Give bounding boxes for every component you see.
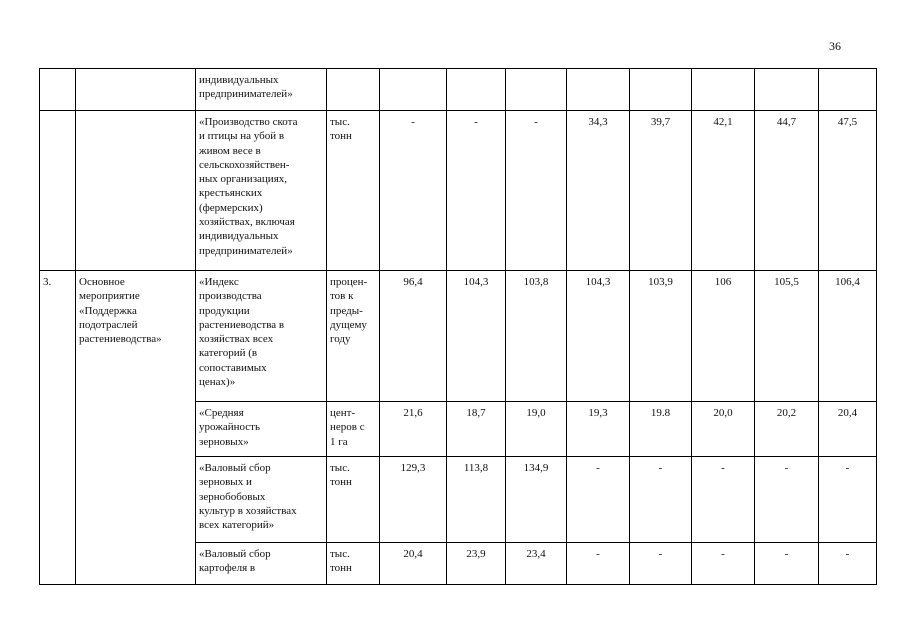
indicator-line: «Валовый сбор xyxy=(199,548,271,560)
value-cell: 103,8 xyxy=(506,271,567,402)
value-cell xyxy=(692,69,755,111)
value-cell: 20,2 xyxy=(755,402,819,457)
indicator-line: растениеводства в xyxy=(199,318,285,331)
unit-line: тонн xyxy=(330,130,352,143)
indicator-cell xyxy=(196,543,327,585)
value-cell: 39,7 xyxy=(630,111,692,271)
value-cell: - xyxy=(692,543,755,585)
indicator-line: зерновых» xyxy=(199,435,249,448)
value-cell: 129,3 xyxy=(380,457,447,543)
value-cell: - xyxy=(447,111,506,271)
indicator-line: сопоставимых xyxy=(199,361,267,374)
indicator-line: крестьянских xyxy=(199,187,263,200)
unit-line: дущему xyxy=(330,318,367,331)
row-number-cell: 3. xyxy=(40,271,76,585)
activity-line: подотраслей xyxy=(79,318,138,331)
unit-line: цент- xyxy=(330,407,356,419)
value-cell: 19,0 xyxy=(506,402,567,457)
unit-line: тыс. xyxy=(330,548,350,560)
unit-line: тов к xyxy=(330,290,354,303)
value-cell: 113,8 xyxy=(447,457,506,543)
value-cell: 19.8 xyxy=(630,402,692,457)
indicator-line: «Индекс xyxy=(199,276,239,288)
value-cell: - xyxy=(567,457,630,543)
unit-line: неров с xyxy=(330,421,365,434)
value-cell xyxy=(630,69,692,111)
indicator-line: категорий (в xyxy=(199,347,258,360)
indicator-line: «Средняя xyxy=(199,407,244,419)
indicator-line: всех категорий» xyxy=(199,519,275,532)
indicator-line: «Валовый сбор xyxy=(199,462,271,474)
indicator-line: сельскохозяйствен- xyxy=(199,158,290,171)
value-cell: - xyxy=(819,543,877,585)
indicator-line: зерновых и xyxy=(199,476,252,489)
value-cell: 104,3 xyxy=(447,271,506,402)
activity-line: растениеводства» xyxy=(79,333,162,346)
indicator-line: предпринимателей» xyxy=(199,244,293,257)
value-cell xyxy=(380,69,447,111)
value-cell: 105,5 xyxy=(755,271,819,402)
data-table xyxy=(39,68,877,585)
value-cell: - xyxy=(755,543,819,585)
value-cell: - xyxy=(630,543,692,585)
activity-line: «Поддержка xyxy=(79,304,137,317)
value-cell: 106,4 xyxy=(819,271,877,402)
unit-line: 1 га xyxy=(330,435,348,448)
table-row xyxy=(40,69,877,111)
indicator-line: производства xyxy=(199,290,262,303)
value-cell xyxy=(447,69,506,111)
table-row xyxy=(40,111,877,271)
unit-line: преды- xyxy=(330,304,363,317)
value-cell xyxy=(755,69,819,111)
value-cell: 34,3 xyxy=(567,111,630,271)
indicator-line: зернобобовых xyxy=(199,490,266,503)
table-row xyxy=(40,271,877,402)
value-cell: - xyxy=(567,543,630,585)
value-cell: 19,3 xyxy=(567,402,630,457)
indicator-line: предпринимателей» xyxy=(199,88,293,101)
row-number-cell xyxy=(40,111,76,271)
activity-cell xyxy=(76,69,196,111)
value-cell: - xyxy=(380,111,447,271)
row-number-cell xyxy=(40,69,76,111)
indicator-line: (фермерских) xyxy=(199,201,263,214)
value-cell: 96,4 xyxy=(380,271,447,402)
page-number: 36 xyxy=(829,39,841,53)
indicator-cell xyxy=(196,111,327,271)
indicator-cell xyxy=(196,69,327,111)
value-cell xyxy=(567,69,630,111)
value-cell: 47,5 xyxy=(819,111,877,271)
unit-cell xyxy=(327,402,380,457)
indicator-line: ценах)» xyxy=(199,376,236,389)
indicator-line: живом весе в xyxy=(199,144,261,157)
indicator-line: культур в хозяйствах xyxy=(199,504,297,517)
value-cell: 23,9 xyxy=(447,543,506,585)
value-cell: - xyxy=(819,457,877,543)
value-cell: - xyxy=(630,457,692,543)
value-cell: 106 xyxy=(692,271,755,402)
indicator-line: продукции xyxy=(199,304,250,317)
unit-cell xyxy=(327,271,380,402)
indicator-line: хозяйствах всех xyxy=(199,333,274,346)
unit-line: тонн xyxy=(330,562,352,575)
indicator-line: картофеля в xyxy=(199,562,256,575)
unit-line: году xyxy=(330,333,351,346)
unit-line: тонн xyxy=(330,476,352,489)
indicator-line: индивидуальных xyxy=(199,230,279,243)
unit-line: процен- xyxy=(330,276,368,288)
value-cell: 21,6 xyxy=(380,402,447,457)
activity-cell xyxy=(76,111,196,271)
activity-cell xyxy=(76,271,196,585)
value-cell: - xyxy=(692,457,755,543)
value-cell: - xyxy=(755,457,819,543)
value-cell xyxy=(506,69,567,111)
unit-cell xyxy=(327,111,380,271)
value-cell: 20,4 xyxy=(380,543,447,585)
indicator-line: «Производство скота xyxy=(199,116,298,128)
value-cell: 23,4 xyxy=(506,543,567,585)
unit-cell xyxy=(327,457,380,543)
indicator-line: и птицы на убой в xyxy=(199,130,285,143)
indicator-cell xyxy=(196,402,327,457)
value-cell: 20,0 xyxy=(692,402,755,457)
value-cell: 104,3 xyxy=(567,271,630,402)
value-cell: 134,9 xyxy=(506,457,567,543)
indicator-line: ных организациях, xyxy=(199,173,288,186)
value-cell: 20,4 xyxy=(819,402,877,457)
indicator-line: индивидуальных xyxy=(199,74,279,86)
indicator-line: хозяйствах, включая xyxy=(199,216,295,229)
indicator-cell xyxy=(196,271,327,402)
activity-line: Основное xyxy=(79,276,125,288)
value-cell: 18,7 xyxy=(447,402,506,457)
value-cell: 44,7 xyxy=(755,111,819,271)
unit-line: тыс. xyxy=(330,462,350,474)
unit-cell xyxy=(327,69,380,111)
value-cell: - xyxy=(506,111,567,271)
indicator-line: урожайность xyxy=(199,421,260,434)
activity-line: мероприятие xyxy=(79,290,140,303)
unit-cell xyxy=(327,543,380,585)
value-cell: 103,9 xyxy=(630,271,692,402)
unit-line: тыс. xyxy=(330,116,350,128)
value-cell: 42,1 xyxy=(692,111,755,271)
value-cell xyxy=(819,69,877,111)
indicator-cell xyxy=(196,457,327,543)
